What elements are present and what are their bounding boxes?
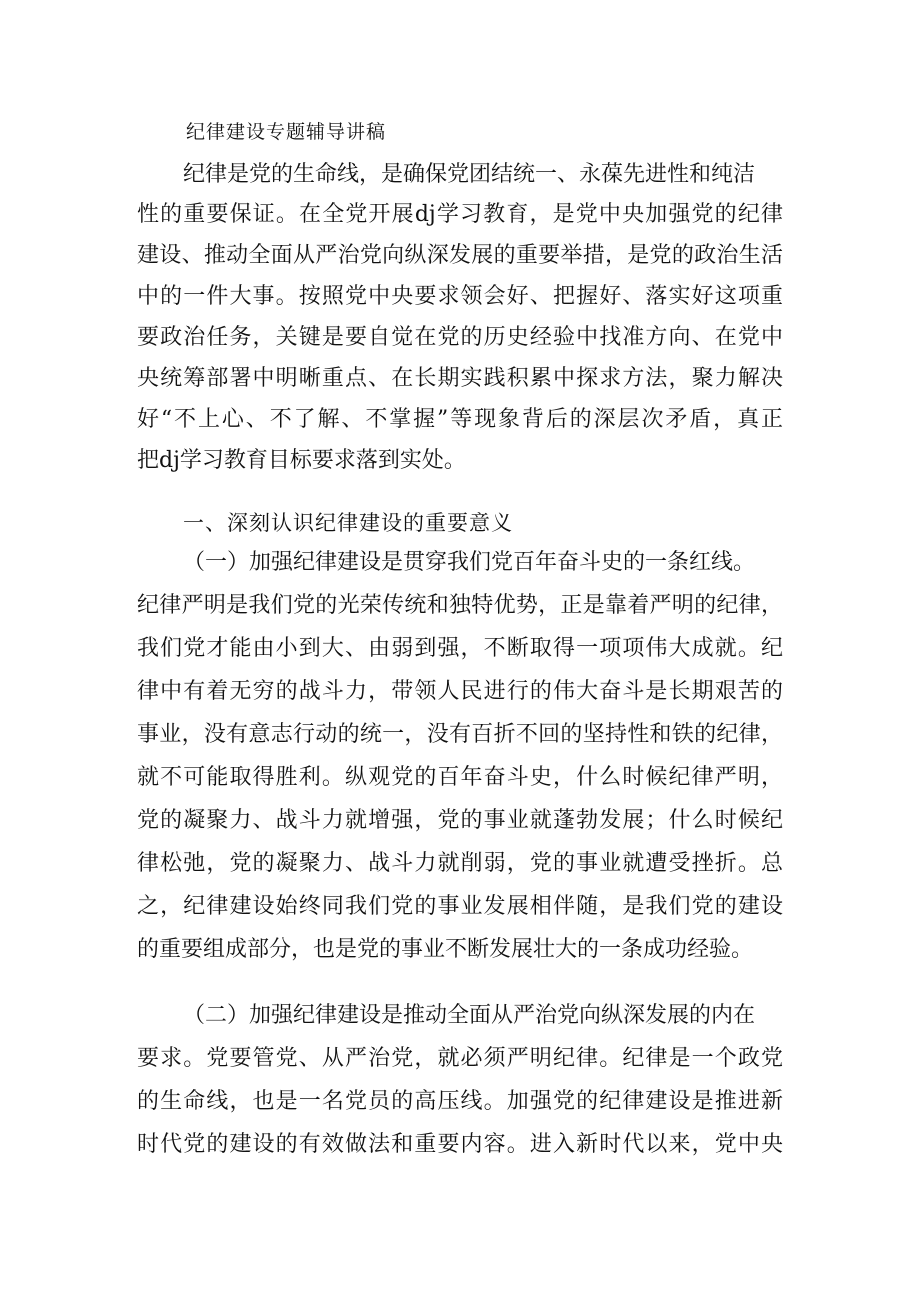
intro-line-7: 好“不上心、不了解、不掌握”等现象背后的深层次矛盾，真正 xyxy=(137,407,783,432)
para2-line-1: （二）加强纪律建设是推动全面从严治党向纵深发展的内在 xyxy=(183,1003,756,1028)
para1-line-1: （一）加强纪律建设是贯穿我们党百年奋斗史的一条红线。 xyxy=(183,550,756,575)
section-heading-1: 一、深刻认识纪律建设的重要意义 xyxy=(183,511,513,535)
para2-line-2: 要求。党要管党、从严治党，就必须严明纪律。纪律是一个政党 xyxy=(137,1046,783,1071)
para1-line-3: 我们党才能由小到大、由弱到强，不断取得一项项伟大成就。纪 xyxy=(137,636,783,661)
intro-line-1: 纪律是党的生命线，是确保党团结统一、永葆先进性和纯洁 xyxy=(183,162,756,187)
para1-line-6: 就不可能取得胜利。纵观党的百年奋斗史，什么时候纪律严明， xyxy=(137,765,783,790)
intro-line-8: 把dj学习教育目标要求落到实处。 xyxy=(137,448,466,473)
para1-line-2: 纪律严明是我们党的光荣传统和独特优势，正是靠着严明的纪律， xyxy=(137,593,783,618)
para2-line-3: 的生命线，也是一名党员的高压线。加强党的纪律建设是推进新 xyxy=(137,1089,783,1114)
intro-line-2: 性的重要保证。在全党开展dj学习教育，是党中央加强党的纪律 xyxy=(137,202,783,227)
intro-line-3: 建设、推动全面从严治党向纵深发展的重要举措，是党的政治生活 xyxy=(137,243,783,268)
para1-line-4: 律中有着无穷的战斗力，带领人民进行的伟大奋斗是长期艰苦的 xyxy=(137,679,783,704)
intro-line-4: 中的一件大事。按照党中央要求领会好、把握好、落实好这项重 xyxy=(137,284,783,309)
intro-line-6: 央统筹部署中明晰重点、在长期实践积累中探求方法，聚力解决 xyxy=(137,366,783,391)
document-title: 纪律建设专题辅导讲稿 xyxy=(186,121,387,143)
para2-line-4: 时代党的建设的有效做法和重要内容。进入新时代以来，党中央 xyxy=(137,1132,783,1157)
para1-line-8: 律松弛，党的凝聚力、战斗力就削弱，党的事业就遭受挫折。总 xyxy=(137,851,783,876)
para1-line-5: 事业，没有意志行动的统一，没有百折不回的坚持性和铁的纪律， xyxy=(137,722,783,747)
para1-line-7: 党的凝聚力、战斗力就增强，党的事业就蓬勃发展；什么时候纪 xyxy=(137,808,783,833)
intro-line-5: 要政治任务，关键是要自觉在党的历史经验中找准方向、在党中 xyxy=(137,325,783,350)
para1-line-10: 的重要组成部分，也是党的事业不断发展壮大的一条成功经验。 xyxy=(137,937,754,962)
para1-line-9: 之，纪律建设始终同我们党的事业发展相伴随，是我们党的建设 xyxy=(137,894,783,919)
